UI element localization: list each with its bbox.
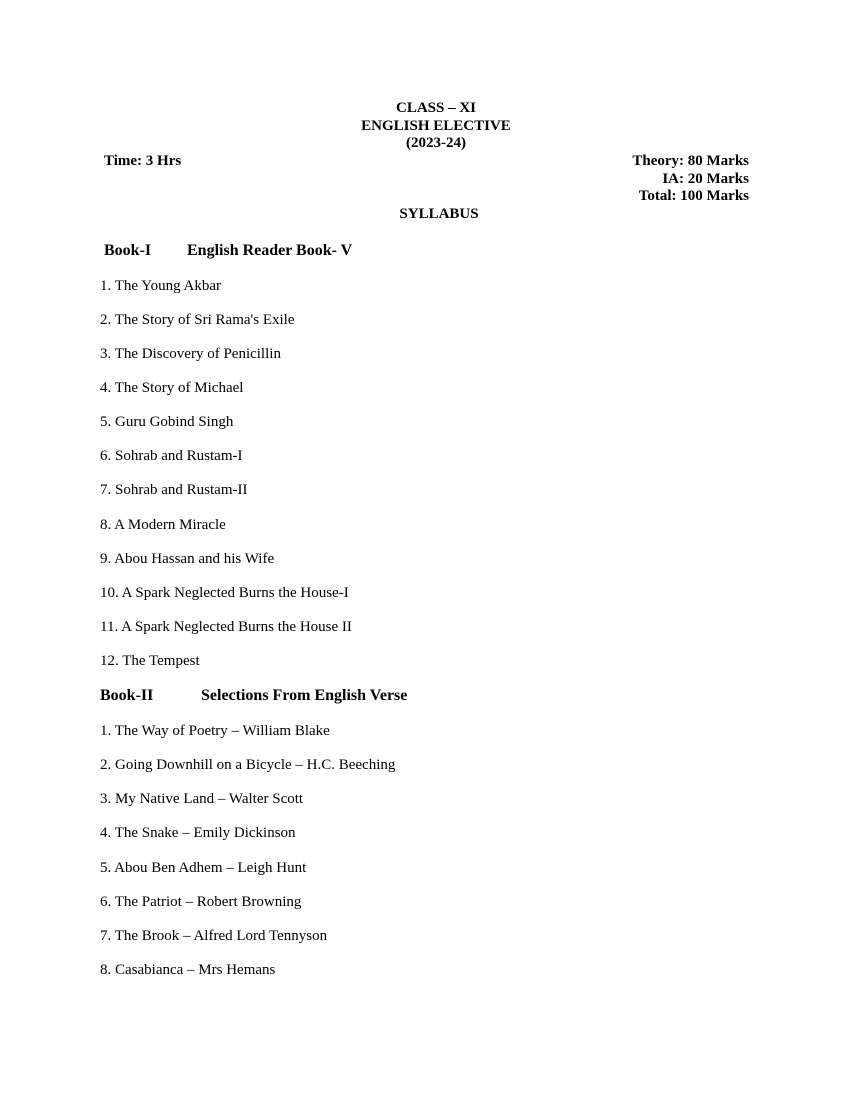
book2-heading xyxy=(100,687,407,705)
list-item: 6. Sohrab and Rustam-I xyxy=(100,448,243,464)
list-item: 2. The Story of Sri Rama's Exile xyxy=(100,312,295,328)
book1-code: Book-I xyxy=(104,242,152,259)
academic-year: (2023-24) xyxy=(406,135,466,151)
list-item: 3. The Discovery of Penicillin xyxy=(100,346,281,362)
document-header xyxy=(0,100,850,153)
list-item: 8. A Modern Miracle xyxy=(100,517,226,533)
book2-code: Book-II xyxy=(100,687,154,704)
list-item: 11. A Spark Neglected Burns the House II xyxy=(100,619,352,635)
list-item: 5. Abou Ben Adhem – Leigh Hunt xyxy=(100,860,307,876)
list-item: 4. The Story of Michael xyxy=(100,380,244,396)
book1-title: English Reader Book- V xyxy=(187,242,353,259)
list-item: 7. Sohrab and Rustam-II xyxy=(100,482,248,498)
list-item: 12. The Tempest xyxy=(100,653,200,669)
marks-breakdown xyxy=(632,153,749,206)
book2-title: Selections From English Verse xyxy=(201,687,408,704)
list-item: 8. Casabianca – Mrs Hemans xyxy=(100,962,276,978)
ia-marks: IA: 20 Marks xyxy=(662,170,749,187)
list-item: 1. The Way of Poetry – William Blake xyxy=(100,723,330,739)
list-item: 6. The Patriot – Robert Browning xyxy=(100,894,302,910)
list-item: 9. Abou Hassan and his Wife xyxy=(100,551,275,567)
subject-title: ENGLISH ELECTIVE xyxy=(361,117,511,134)
list-item: 4. The Snake – Emily Dickinson xyxy=(100,825,296,841)
syllabus-title: SYLLABUS xyxy=(399,206,479,222)
list-item: 1. The Young Akbar xyxy=(100,278,221,294)
list-item: 7. The Brook – Alfred Lord Tennyson xyxy=(100,928,328,944)
list-item: 2. Going Downhill on a Bicycle – H.C. Beeching xyxy=(100,757,396,773)
exam-duration: Time: 3 Hrs xyxy=(104,153,182,169)
list-item: 10. A Spark Neglected Burns the House-I xyxy=(100,585,349,601)
book1-heading xyxy=(104,242,352,260)
list-item: 5. Guru Gobind Singh xyxy=(100,414,234,430)
total-marks: Total: 100 Marks xyxy=(638,188,749,204)
theory-marks: Theory: 80 Marks xyxy=(632,153,749,169)
class-title: CLASS – XI xyxy=(395,100,477,116)
list-item: 3. My Native Land – Walter Scott xyxy=(100,791,304,807)
